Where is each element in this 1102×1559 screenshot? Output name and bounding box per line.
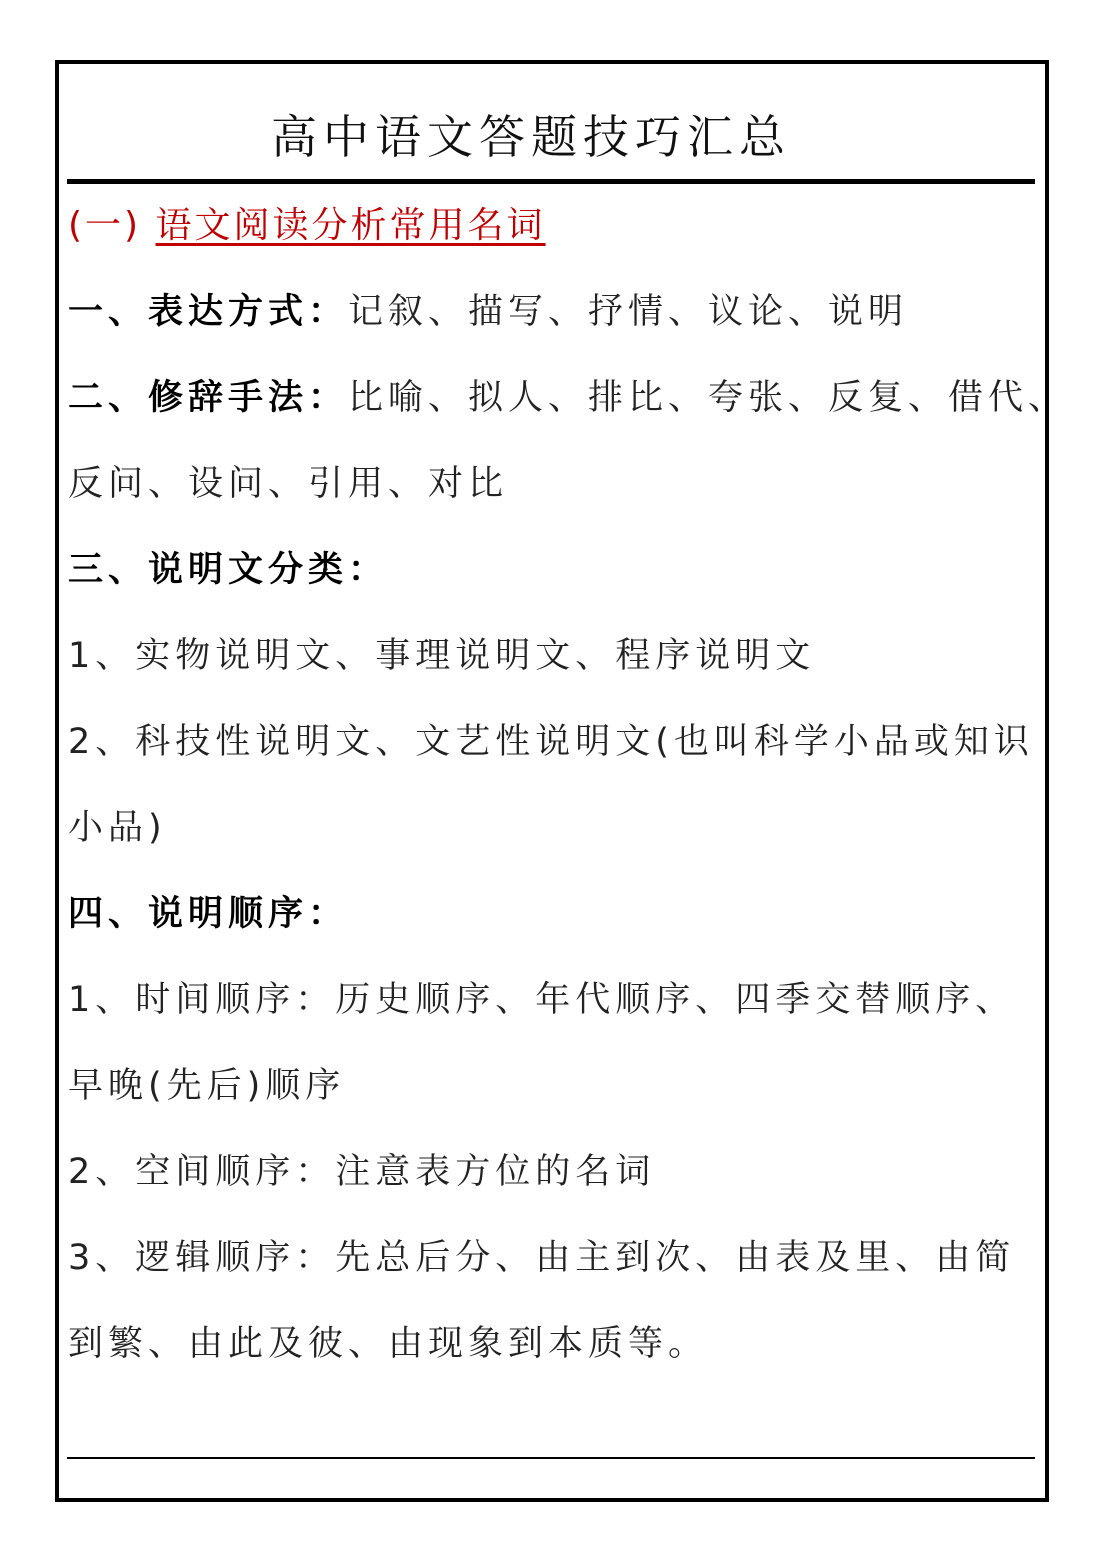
line-text: 2、空间顺序：注意表方位的名词 — [68, 1152, 656, 1192]
text-line — [68, 1233, 1015, 1283]
text-line — [68, 1061, 345, 1111]
line-text: 比喻、拟人、排比、夸张、反复、借代、 — [348, 378, 1069, 418]
section-number: (一) — [68, 205, 142, 246]
text-line — [68, 803, 167, 853]
line-text: 2、科技性说明文、文艺性说明文(也叫科学小品或知识 — [68, 722, 1034, 762]
text-line — [68, 1319, 708, 1369]
line-text: 小品) — [68, 808, 167, 848]
text-line — [68, 1147, 655, 1197]
line-label: 二、修辞手法： — [68, 378, 349, 418]
text-line — [68, 459, 508, 509]
bottom-divider — [67, 1457, 1035, 1459]
text-line — [68, 287, 908, 337]
line-label: 四、说明顺序： — [68, 894, 349, 934]
text-line — [68, 975, 1015, 1025]
page-title: 高中语文答题技巧汇总 — [271, 110, 791, 164]
title-divider — [67, 179, 1035, 184]
page-border — [55, 60, 1049, 1502]
line-text: 到繁、由此及彼、由现象到本质等。 — [68, 1324, 709, 1364]
text-line — [68, 545, 388, 595]
line-label: 一、表达方式： — [68, 292, 349, 332]
text-line — [68, 717, 1034, 767]
text-line — [68, 631, 815, 681]
line-text: 1、实物说明文、事理说明文、程序说明文 — [68, 636, 816, 676]
line-label: 三、说明文分类： — [68, 550, 389, 590]
line-text: 1、时间顺序：历史顺序、年代顺序、四季交替顺序、 — [68, 980, 1016, 1020]
line-text: 3、逻辑顺序：先总后分、由主到次、由表及里、由简 — [68, 1238, 1016, 1278]
line-text: 早晚(先后)顺序 — [68, 1066, 346, 1106]
text-line — [68, 889, 348, 939]
line-text: 反问、设问、引用、对比 — [68, 464, 509, 504]
line-text: 记叙、描写、抒情、议论、说明 — [348, 292, 909, 332]
section-heading — [68, 200, 546, 252]
section-title: 语文阅读分析常用名词 — [155, 205, 546, 246]
text-line — [68, 373, 1068, 423]
